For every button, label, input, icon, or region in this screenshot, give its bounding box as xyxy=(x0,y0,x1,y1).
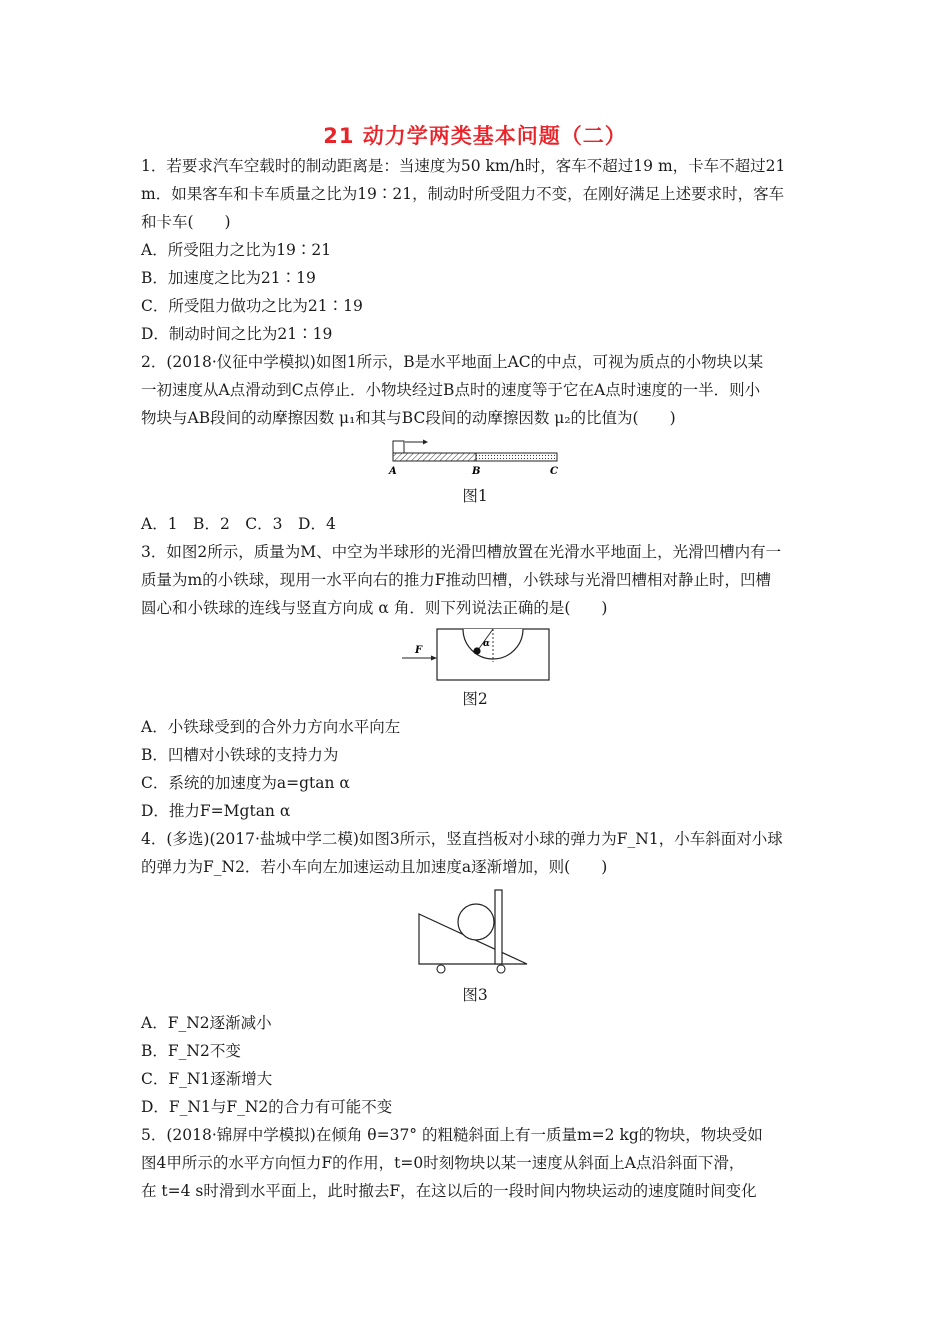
q4-line-1: 4．(多选)(2017·盐城中学二模)如图3所示，竖直挡板对小球的弹力为F_N1，小车斜面对小球 xyxy=(141,830,783,848)
segment-bc xyxy=(476,453,557,461)
q5-line-1: 5．(2018·锦屏中学模拟)在倾角 θ=37° 的粗糙斜面上有一质量m=2 kg的物块，物块受如 xyxy=(141,1126,763,1144)
q5-line-3: 在 t=4 s时滑到水平面上，此时撤去F，在这以后的一段时间内物块运动的速度随时间变化 xyxy=(141,1182,757,1200)
vertical-baffle xyxy=(495,890,502,964)
q2-options: A．1 B．2 C．3 D．4 xyxy=(141,515,336,533)
figure-3-diagram xyxy=(415,888,530,976)
q1-line-1: 1．若要求汽车空载时的制动距离是：当速度为50 km/h时，客车不超过19 m，卡车不超过21 xyxy=(141,157,786,175)
q1-line-2: m．如果客车和卡车质量之比为19∶21，制动时所受阻力不变，在刚好满足上述要求时，客车 xyxy=(141,185,785,203)
label-b: B xyxy=(472,466,481,477)
q3-option-c: C．系统的加速度为a=gtan α xyxy=(141,774,350,792)
figure-3-caption: 图3 xyxy=(462,986,488,1004)
figure-1-diagram xyxy=(385,436,565,478)
q3-option-a: A．小铁球受到的合外力方向水平向左 xyxy=(141,718,401,736)
q1-option-b: B．加速度之比为21∶19 xyxy=(141,269,316,287)
q4-line-2: 的弹力为F_N2．若小车向左加速运动且加速度a逐渐增加，则( ) xyxy=(141,858,608,876)
figure-2-caption: 图2 xyxy=(462,690,488,708)
q1-option-c: C．所受阻力做功之比为21∶19 xyxy=(141,297,363,315)
q2-line-3: 物块与AB段间的动摩擦因数 μ₁和其与BC段间的动摩擦因数 μ₂的比值为( ) xyxy=(141,409,676,427)
ball xyxy=(458,904,494,940)
iron-ball xyxy=(473,647,480,654)
q3-option-d: D．推力F=Mgtan α xyxy=(141,802,291,820)
q3-line-2: 质量为m的小铁球，现用一水平向右的推力F推动凹槽，小铁球与光滑凹槽相对静止时，凹槽 xyxy=(141,571,771,589)
q4-option-c: C．F_N1逐渐增大 xyxy=(141,1070,273,1088)
angle-label: α xyxy=(483,639,490,649)
wheel-right xyxy=(497,965,505,973)
segment-ab xyxy=(393,453,476,461)
q4-option-a: A．F_N2逐渐减小 xyxy=(141,1014,272,1032)
q1-option-a: A．所受阻力之比为19∶21 xyxy=(141,241,332,259)
q4-option-d: D．F_N1与F_N2的合力有可能不变 xyxy=(141,1098,393,1116)
wheel-left xyxy=(437,965,445,973)
q3-line-3: 圆心和小铁球的连线与竖直方向成 α 角．则下列说法正确的是( ) xyxy=(141,599,608,617)
q3-option-b: B．凹槽对小铁球的支持力为 xyxy=(141,746,339,764)
q2-line-1: 2．(2018·仪征中学模拟)如图1所示，B是水平地面上AC的中点，可视为质点的小物块以某 xyxy=(141,353,764,371)
q2-line-2: 一初速度从A点滑动到C点停止．小物块经过B点时的速度等于它在A点时速度的一半．则小 xyxy=(141,381,761,399)
q5-line-2: 图4甲所示的水平方向恒力F的作用，t=0时刻物块以某一速度从斜面上A点沿斜面下滑， xyxy=(141,1154,745,1172)
q1-line-3: 和卡车( ) xyxy=(141,213,231,231)
figure-2-diagram xyxy=(400,628,552,682)
q3-line-1: 3．如图2所示，质量为M、中空为半球形的光滑凹槽放置在光滑水平地面上，光滑凹槽内有一 xyxy=(141,543,782,561)
figure-1-caption: 图1 xyxy=(462,487,488,505)
q4-option-b: B．F_N2不变 xyxy=(141,1042,241,1060)
block xyxy=(393,441,404,453)
label-c: C xyxy=(550,466,558,477)
page-title: 21 动力学两类基本问题（二） xyxy=(323,124,627,148)
label-a: A xyxy=(389,466,397,477)
q1-option-d: D．制动时间之比为21∶19 xyxy=(141,325,333,343)
force-label: F xyxy=(415,645,423,656)
